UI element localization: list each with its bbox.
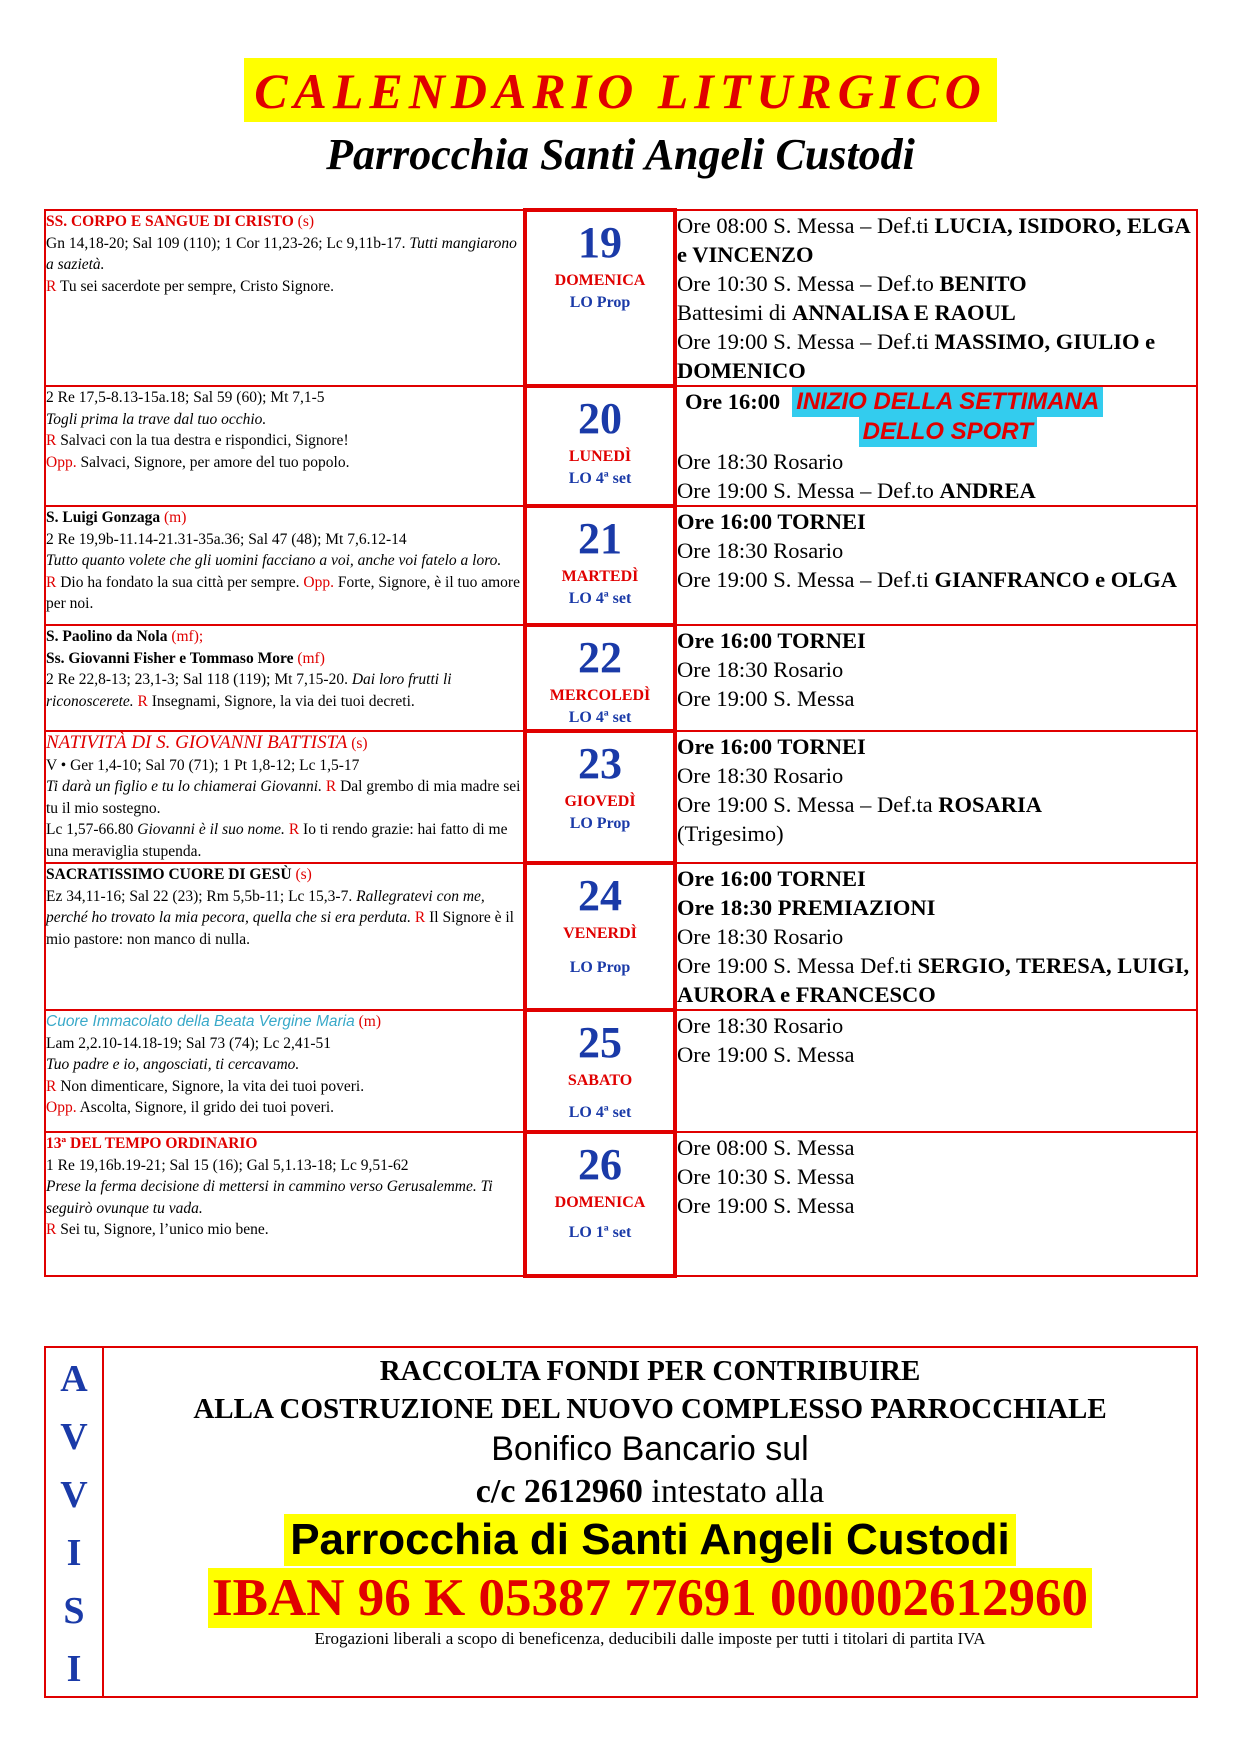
- r-mark: R: [46, 1077, 57, 1095]
- notices-box: [44, 1346, 1198, 1698]
- notices-letter: I: [66, 1648, 82, 1690]
- verse: Tutti mangiarono a sazietà.: [46, 234, 517, 273]
- day-number: 26: [578, 1140, 622, 1189]
- liturgy-of-hours: LO Prop: [569, 959, 631, 976]
- day-cell: [525, 1132, 675, 1276]
- verse: Ti darà un figlio e tu lo chiamerai Giovanni.: [46, 778, 322, 795]
- event-line: [677, 269, 1196, 298]
- feast-grade: (mf);: [171, 628, 204, 645]
- event-time: Ore 08:00 S. Messa – Def.ti: [677, 213, 929, 238]
- feast-grade-2: (mf): [297, 649, 325, 667]
- event-line: [677, 922, 1196, 951]
- event-line: [677, 655, 1196, 684]
- event-line: [677, 447, 1196, 476]
- readings: Lam 2,2.10-14.18-19; Sal 73 (74); Lc 2,41-51: [46, 1034, 331, 1052]
- event-time: Ore 18:30 Rosario: [677, 538, 844, 563]
- events-cell: [675, 1132, 1197, 1276]
- day-cell: [525, 210, 675, 386]
- readings: 2 Re 17,5-8.13-15a.18; Sal 59 (60); Mt 7,1-5: [46, 389, 325, 406]
- events-cell: [675, 1010, 1197, 1132]
- event-line: [677, 1191, 1196, 1220]
- day-name: LUNEDÌ: [568, 448, 632, 465]
- parish-name-wrap: [104, 1514, 1196, 1566]
- event-line: [677, 951, 1196, 1009]
- event-line: [677, 819, 1196, 848]
- event-line: [677, 327, 1196, 385]
- liturgy-of-hours: LO Prop: [569, 294, 631, 311]
- r-mark: R: [325, 778, 337, 795]
- feast-grade: (s): [351, 735, 368, 752]
- event-time: Ore 08:00 S. Messa: [677, 1135, 855, 1160]
- event-line-bold: Ore 16:00 TORNEI: [677, 866, 866, 891]
- event-names: LUCIA, ISIDORO, ELGA e VINCENZO: [677, 213, 1190, 267]
- event-line: [677, 790, 1196, 819]
- liturgy-cell: [45, 386, 525, 506]
- verse-2: Giovanni è il suo nome.: [137, 821, 285, 838]
- liturgy-of-hours: LO Prop: [569, 815, 631, 832]
- event-line: [677, 211, 1196, 269]
- event-line-bold: Ore 16:00 TORNEI: [677, 509, 866, 534]
- iban: IBAN 96 K 05387 77691 000002612960: [208, 1568, 1092, 1628]
- opp-response: Forte, Signore, è il tuo amore per noi.: [46, 573, 520, 612]
- event-time: Ore 19:00 S. Messa: [677, 686, 855, 711]
- event-time: Ore 19:00 S. Messa – Def.to: [677, 478, 934, 503]
- day-name: SABATO: [567, 1072, 633, 1089]
- day-cell: [525, 731, 675, 863]
- response: Insegnami, Signore, la via dei tuoi decreti.: [151, 692, 415, 710]
- event-time: Battesimi di: [677, 300, 787, 325]
- event-line-bold-2: Ore 18:30 PREMIAZIONI: [677, 895, 936, 920]
- calendar-row-24: [45, 863, 1197, 1010]
- opp-mark: Opp.: [303, 573, 334, 591]
- notices-letter: V: [60, 1416, 88, 1458]
- feast-name: Cuore Immacolato della Beata Vergine Maria: [46, 1013, 355, 1030]
- event-line: [677, 536, 1196, 565]
- events-cell: [675, 625, 1197, 731]
- event-time: Ore 10:30 S. Messa – Def.to: [677, 271, 934, 296]
- event-names: BENITO: [939, 271, 1027, 296]
- day-number: 24: [578, 871, 622, 920]
- calendar-table: [44, 208, 1198, 1278]
- event-line: [677, 565, 1196, 594]
- r-mark: R: [46, 1221, 57, 1238]
- notices-letter: V: [60, 1474, 88, 1516]
- liturgy-cell: [45, 863, 525, 1010]
- event-line-bold: Ore 16:00 TORNEI: [677, 628, 866, 653]
- readings-2: Lc 1,57-66.80: [46, 821, 134, 838]
- event-time: Ore 19:00 S. Messa: [677, 1042, 855, 1067]
- bank-transfer-line: Bonifico Bancario sul: [491, 1430, 809, 1468]
- response: Salvaci con la tua destra e rispondici, Signore!: [60, 432, 349, 449]
- event-time: Ore 19:00 S. Messa – Def.ti: [677, 567, 929, 592]
- fundraising-line1: RACCOLTA FONDI PER CONTRIBUIRE: [379, 1355, 921, 1387]
- liturgy-of-hours: LO 4ª set: [568, 470, 632, 487]
- event-names: ANNALISA E RAOUL: [792, 300, 1016, 325]
- response: Dio ha fondato la sua città per sempre.: [60, 573, 300, 591]
- response: Dal grembo di mia madre sei tu il mio sostegno.: [46, 778, 521, 817]
- liturgy-cell: [45, 1010, 525, 1132]
- event-line-bold: Ore 16:00 TORNEI: [677, 734, 866, 759]
- liturgy-of-hours: LO 4ª set: [568, 1104, 632, 1121]
- feast-grade: (m): [164, 509, 187, 526]
- readings: V • Ger 1,4-10; Sal 70 (71); 1 Pt 1,8-12; Lc 1,5-17: [46, 756, 360, 774]
- opp-response: Salvaci, Signore, per amore del tuo popolo.: [80, 453, 350, 471]
- readings: Gn 14,18-20; Sal 109 (110); 1 Cor 11,23-26; Lc 9,11b-17.: [46, 234, 406, 252]
- r-mark: R: [137, 692, 148, 710]
- day-name: GIOVEDÌ: [564, 793, 636, 810]
- calendar-row-20: [45, 386, 1197, 506]
- day-number: 21: [578, 514, 622, 563]
- verse: Rallegratevi con me, perché ho trovato la mia pecora, quella che si era perduta.: [46, 887, 485, 926]
- event-line: [677, 1011, 1196, 1040]
- sport-week-block: [677, 387, 1196, 447]
- event-time: Ore 10:30 S. Messa: [677, 1164, 855, 1189]
- event-names: ANDREA: [939, 478, 1036, 503]
- calendar-row-21: [45, 506, 1197, 625]
- feast-name: SS. CORPO E SANGUE DI CRISTO: [46, 213, 294, 230]
- liturgy-of-hours: LO 1ª set: [568, 1224, 632, 1241]
- account-number: c/c 2612960: [475, 1473, 643, 1510]
- event-names: GIANFRANCO e OLGA: [934, 567, 1177, 592]
- event-time: Ore 18:30 Rosario: [677, 657, 844, 682]
- day-cell: [525, 863, 675, 1010]
- calendar-row-25: [45, 1010, 1197, 1132]
- iban-wrap: [104, 1566, 1196, 1628]
- readings: 2 Re 19,9b-11.14-21.31-35a.36; Sal 47 (48); Mt 7,6.12-14: [46, 530, 407, 548]
- event-time: Ore 19:00 S. Messa – Def.ti: [677, 329, 929, 354]
- page-title: CALENDARIO LITURGICO: [244, 58, 997, 122]
- response: Il Signore è il mio pastore: non manco di nulla.: [46, 909, 514, 948]
- event-time: Ore 19:00 S. Messa: [677, 1193, 855, 1218]
- response: Tu sei sacerdote per sempre, Cristo Signore.: [59, 277, 335, 295]
- event-time: Ore 18:30 Rosario: [677, 1013, 844, 1038]
- day-name: MERCOLEDÌ: [549, 687, 651, 704]
- feast-name: S. Luigi Gonzaga: [46, 509, 161, 526]
- liturgy-of-hours: LO 4ª set: [568, 709, 632, 726]
- event-time: (Trigesimo): [677, 821, 784, 846]
- parish-name: Parrocchia di Santi Angeli Custodi: [284, 1514, 1016, 1566]
- feast-grade: (s): [295, 866, 312, 883]
- day-number: 25: [578, 1018, 622, 1067]
- page-subtitle: Parrocchia Santi Angeli Custodi: [326, 130, 915, 179]
- event-line: [677, 1040, 1196, 1069]
- calendar-row-19: [45, 210, 1197, 386]
- tax-note: Erogazioni liberali a scopo di beneficenza, deducibili dalle imposte per tutti i titolari di partita IVA: [314, 1629, 986, 1648]
- event-line: [677, 1133, 1196, 1162]
- r-mark: R: [46, 432, 57, 449]
- notices-label: [45, 1347, 103, 1697]
- events-cell: [675, 863, 1197, 1010]
- title-wrap: [0, 58, 1241, 122]
- opp-mark: Opp.: [46, 1099, 77, 1116]
- opp-mark: Opp.: [46, 453, 77, 471]
- day-cell: [525, 506, 675, 625]
- feast-grade: (m): [358, 1013, 381, 1030]
- event-time: Ore 19:00 S. Messa – Def.ta: [677, 792, 933, 817]
- readings: Ez 34,11-16; Sal 22 (23); Rm 5,5b-11; Lc 15,3-7.: [46, 887, 353, 905]
- event-names: SERGIO, TERESA, LUIGI, AURORA e FRANCESCO: [677, 953, 1190, 1007]
- notices-letter: A: [60, 1358, 88, 1400]
- day-number: 20: [578, 394, 622, 443]
- event-time: Ore 18:30 Rosario: [677, 924, 844, 949]
- response-2: Io ti rendo grazie: hai fatto di me una meraviglia stupenda.: [46, 821, 508, 860]
- notices-letter: S: [63, 1590, 85, 1632]
- response: Sei tu, Signore, l’unico mio bene.: [60, 1221, 269, 1238]
- verse: Tuo padre e io, angosciati, ti cercavamo.: [46, 1056, 300, 1073]
- liturgy-cell: [45, 210, 525, 386]
- day-name: DOMENICA: [554, 1194, 646, 1211]
- event-names: MASSIMO, GIULIO e DOMENICO: [677, 329, 1156, 383]
- verse: Prese la ferma decisione di mettersi in cammino verso Gerusalemme. Ti seguirò ovunque tu vada.: [46, 1178, 493, 1217]
- events-cell: [675, 506, 1197, 625]
- event-time: Ore 18:30 Rosario: [677, 763, 844, 788]
- liturgy-cell: [45, 1132, 525, 1276]
- feast-name: NATIVITÀ DI S. GIOVANNI BATTISTA: [46, 732, 348, 753]
- notices-content: [103, 1347, 1197, 1697]
- feast-name: SACRATISSIMO CUORE DI GESÙ: [46, 866, 292, 883]
- liturgy-cell: [45, 731, 525, 863]
- events-cell: [675, 731, 1197, 863]
- event-names: ROSARIA: [938, 792, 1042, 817]
- opp-response: Ascolta, Signore, il grido dei tuoi poveri.: [79, 1099, 335, 1116]
- sport-week-line1: INIZIO DELLA SETTIMANA: [792, 387, 1103, 417]
- day-name: MARTEDÌ: [561, 568, 639, 585]
- r-mark: R: [414, 909, 426, 926]
- sport-week-line2: DELLO SPORT: [859, 417, 1037, 447]
- event-time: Ore 19:00 S. Messa Def.ti: [677, 953, 912, 978]
- feast-name: S. Paolino da Nola: [46, 628, 168, 645]
- account-line: [104, 1470, 1196, 1514]
- day-number: 23: [578, 739, 622, 788]
- account-holder-prefix: intestato alla: [642, 1473, 825, 1510]
- day-name: DOMENICA: [554, 272, 646, 289]
- readings: 2 Re 22,8-13; 23,1-3; Sal 118 (119); Mt 7,15-20.: [46, 671, 348, 688]
- notices-letter: I: [66, 1532, 82, 1574]
- readings: 1 Re 19,16b.19-21; Sal 15 (16); Gal 5,1.13-18; Lc 9,51-62: [46, 1156, 409, 1174]
- day-cell: [525, 1010, 675, 1132]
- day-cell: [525, 625, 675, 731]
- event-line: [677, 761, 1196, 790]
- calendar-row-22: [45, 625, 1197, 731]
- event-line: [677, 684, 1196, 713]
- feast-name: 13ª DEL TEMPO ORDINARIO: [46, 1135, 258, 1152]
- liturgy-cell: [45, 506, 525, 625]
- r-mark-2: R: [288, 821, 300, 838]
- feast-name-2: Ss. Giovanni Fisher e Tommaso More: [46, 649, 294, 667]
- day-number: 22: [578, 633, 622, 682]
- day-cell: [525, 386, 675, 506]
- r-mark: R: [46, 277, 57, 295]
- response: Non dimenticare, Signore, la vita dei tuoi poveri.: [60, 1077, 365, 1095]
- events-cell: [675, 386, 1197, 506]
- liturgy-cell: [45, 625, 525, 731]
- event-line: [677, 476, 1196, 505]
- liturgy-of-hours: LO 4ª set: [568, 590, 632, 607]
- verse: Dai loro frutti li riconoscerete.: [46, 671, 452, 710]
- calendar-row-23: [45, 731, 1197, 863]
- event-line: [677, 1162, 1196, 1191]
- verse: Tutto quanto volete che gli uomini facciano a voi, anche voi fatelo a loro.: [46, 552, 502, 569]
- r-mark: R: [46, 573, 57, 591]
- fundraising-line2: ALLA COSTRUZIONE DEL NUOVO COMPLESSO PARROCCHIALE: [193, 1393, 1107, 1425]
- events-cell: [675, 210, 1197, 386]
- event-time: Ore 18:30 Rosario: [677, 449, 844, 474]
- event-time: Ore 16:00: [685, 389, 781, 414]
- day-number: 19: [578, 218, 622, 267]
- verse: Togli prima la trave dal tuo occhio.: [46, 410, 267, 428]
- event-line: [677, 298, 1196, 327]
- calendar-row-26: [45, 1132, 1197, 1276]
- day-name: VENERDÌ: [563, 925, 637, 942]
- feast-grade: (s): [297, 213, 315, 230]
- sport-week-label: [792, 387, 1103, 447]
